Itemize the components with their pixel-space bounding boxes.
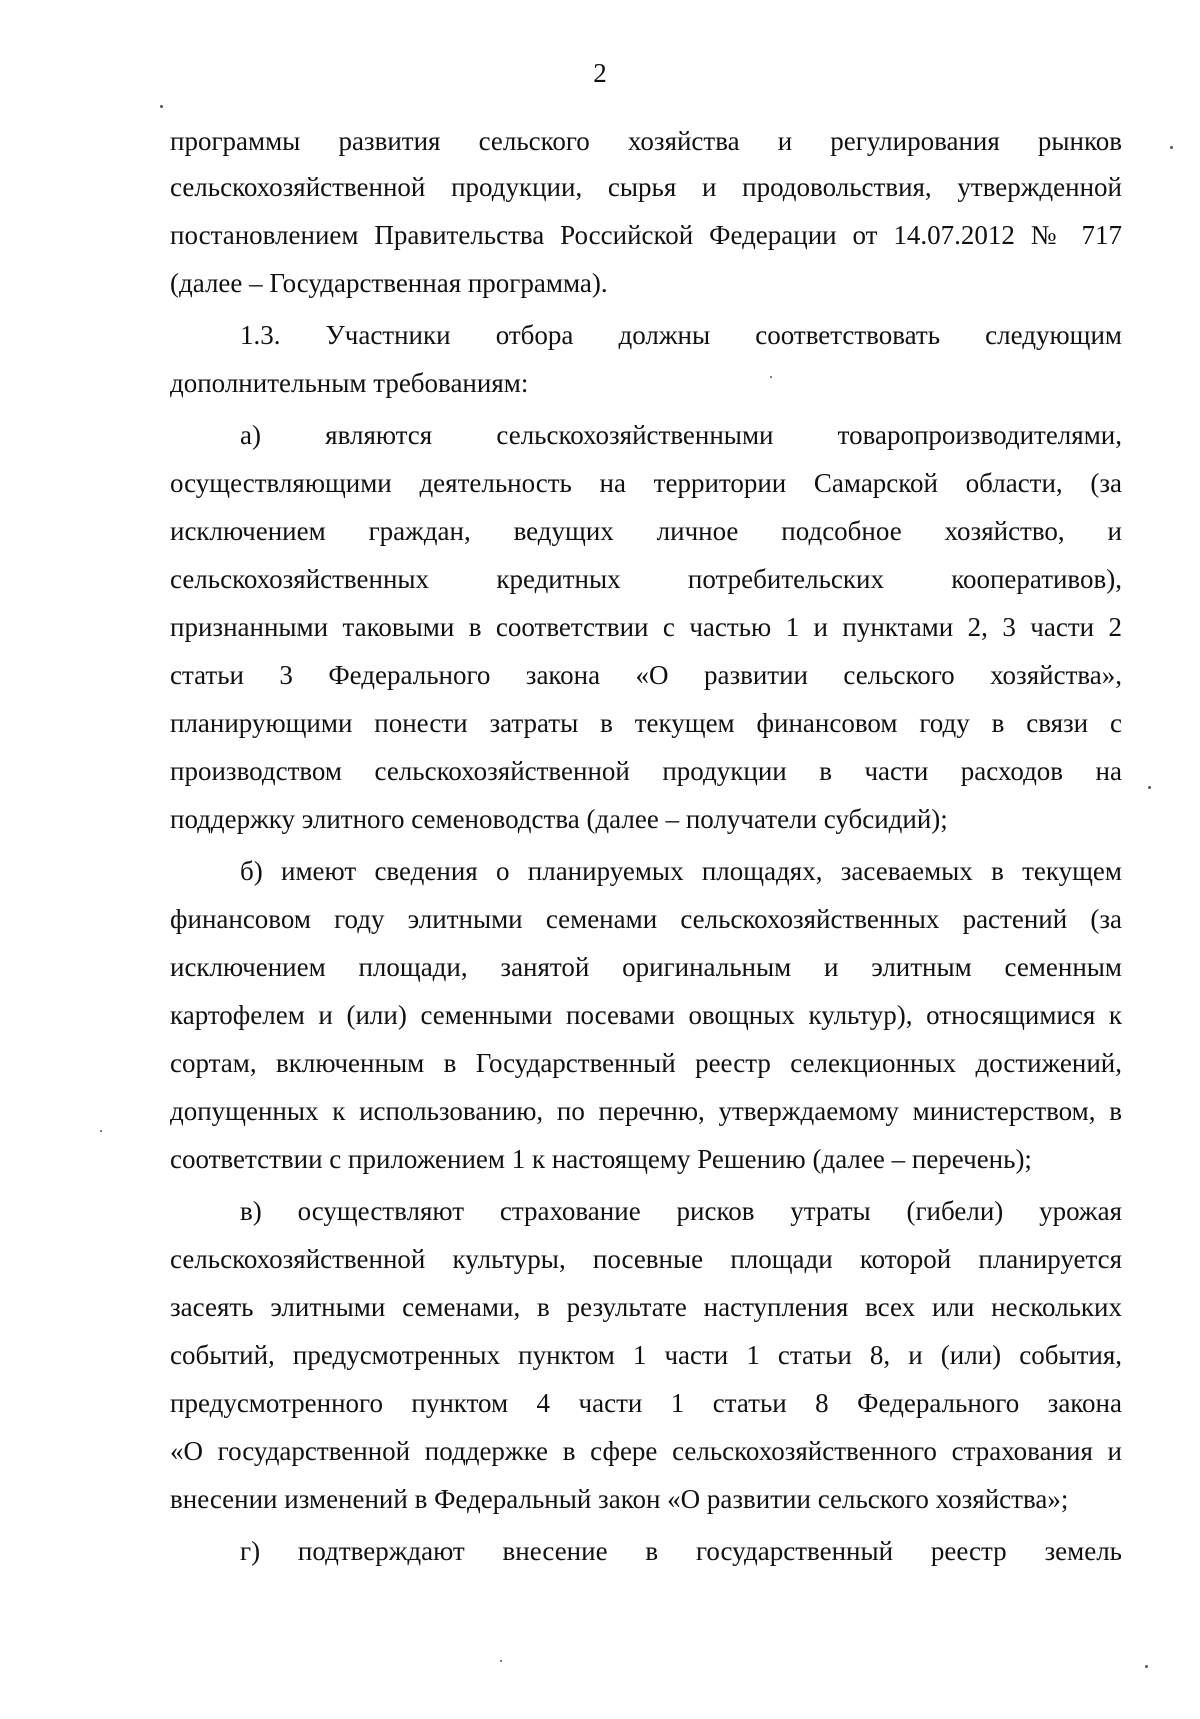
text-line: а) являются сельскохозяйственными товаропроизводителями, bbox=[240, 420, 1122, 450]
text-line: поддержку элитного семеноводства (далее – получатели субсидий); bbox=[170, 804, 948, 834]
text-line: постановлением Правительства Российской Федерации от 14.07.2012 № 717 bbox=[170, 220, 1122, 250]
text-line: засеять элитными семенами, в результате наступления всех или нескольких bbox=[170, 1292, 1122, 1322]
text-line: допущенных к использованию, по перечню, утверждаемому министерством, в bbox=[170, 1096, 1122, 1126]
text-line: статьи 3 Федерального закона «О развитии сельского хозяйства», bbox=[170, 660, 1122, 690]
text-line: соответствии с приложением 1 к настоящему Решению (далее – перечень); bbox=[170, 1144, 1032, 1174]
page-number: 2 bbox=[593, 58, 607, 88]
text-line: сортам, включенным в Государственный реестр селекционных достижений, bbox=[170, 1048, 1122, 1078]
scan-speck bbox=[1148, 786, 1151, 789]
text-line: дополнительным требованиям: bbox=[170, 368, 529, 398]
text-line: внесении изменений в Федеральный закон «О развитии сельского хозяйства»; bbox=[170, 1484, 1069, 1514]
scan-speck bbox=[100, 1130, 102, 1132]
text-line: сельскохозяйственной культуры, посевные площади которой планируется bbox=[170, 1244, 1122, 1274]
text-line: предусмотренного пунктом 4 части 1 статьи 8 Федерального закона bbox=[170, 1388, 1122, 1418]
text-line: сельскохозяйственных кредитных потребительских кооперативов), bbox=[170, 564, 1122, 594]
text-line: программы развития сельского хозяйства и регулирования рынков bbox=[170, 126, 1122, 156]
text-line: в) осуществляют страхование рисков утраты (гибели) урожая bbox=[240, 1196, 1122, 1226]
text-line: исключением площади, занятой оригинальным и элитным семенным bbox=[170, 952, 1122, 982]
text-line: признанными таковыми в соответствии с частью 1 и пунктами 2, 3 части 2 bbox=[170, 612, 1122, 642]
text-line: сельскохозяйственной продукции, сырья и продовольствия, утвержденной bbox=[170, 172, 1122, 202]
scan-speck bbox=[1145, 1665, 1148, 1668]
text-line: финансовом году элитными семенами сельскохозяйственных растений (за bbox=[170, 904, 1122, 934]
text-line: исключением граждан, ведущих личное подсобное хозяйство, и bbox=[170, 516, 1122, 546]
text-line: картофелем и (или) семенными посевами овощных культур), относящимися к bbox=[170, 1000, 1122, 1030]
text-line: б) имеют сведения о планируемых площадях, засеваемых в текущем bbox=[240, 856, 1122, 886]
text-line: осуществляющими деятельность на территории Самарской области, (за bbox=[170, 468, 1122, 498]
text-line: 1.3. Участники отбора должны соответствовать следующим bbox=[240, 320, 1122, 350]
scan-speck bbox=[160, 105, 163, 108]
text-line: г) подтверждают внесение в государственный реестр земель bbox=[240, 1536, 1122, 1566]
text-line: производством сельскохозяйственной продукции в части расходов на bbox=[170, 756, 1122, 786]
text-line: (далее – Государственная программа). bbox=[170, 268, 608, 298]
text-line: планирующими понести затраты в текущем финансовом году в связи с bbox=[170, 708, 1122, 738]
scan-speck bbox=[1170, 146, 1173, 149]
scan-speck bbox=[500, 1660, 502, 1662]
text-line: «О государственной поддержке в сфере сельскохозяйственного страхования и bbox=[170, 1436, 1122, 1466]
scan-speck bbox=[770, 376, 772, 378]
text-line: событий, предусмотренных пунктом 1 части 1 статьи 8, и (или) события, bbox=[170, 1340, 1122, 1370]
